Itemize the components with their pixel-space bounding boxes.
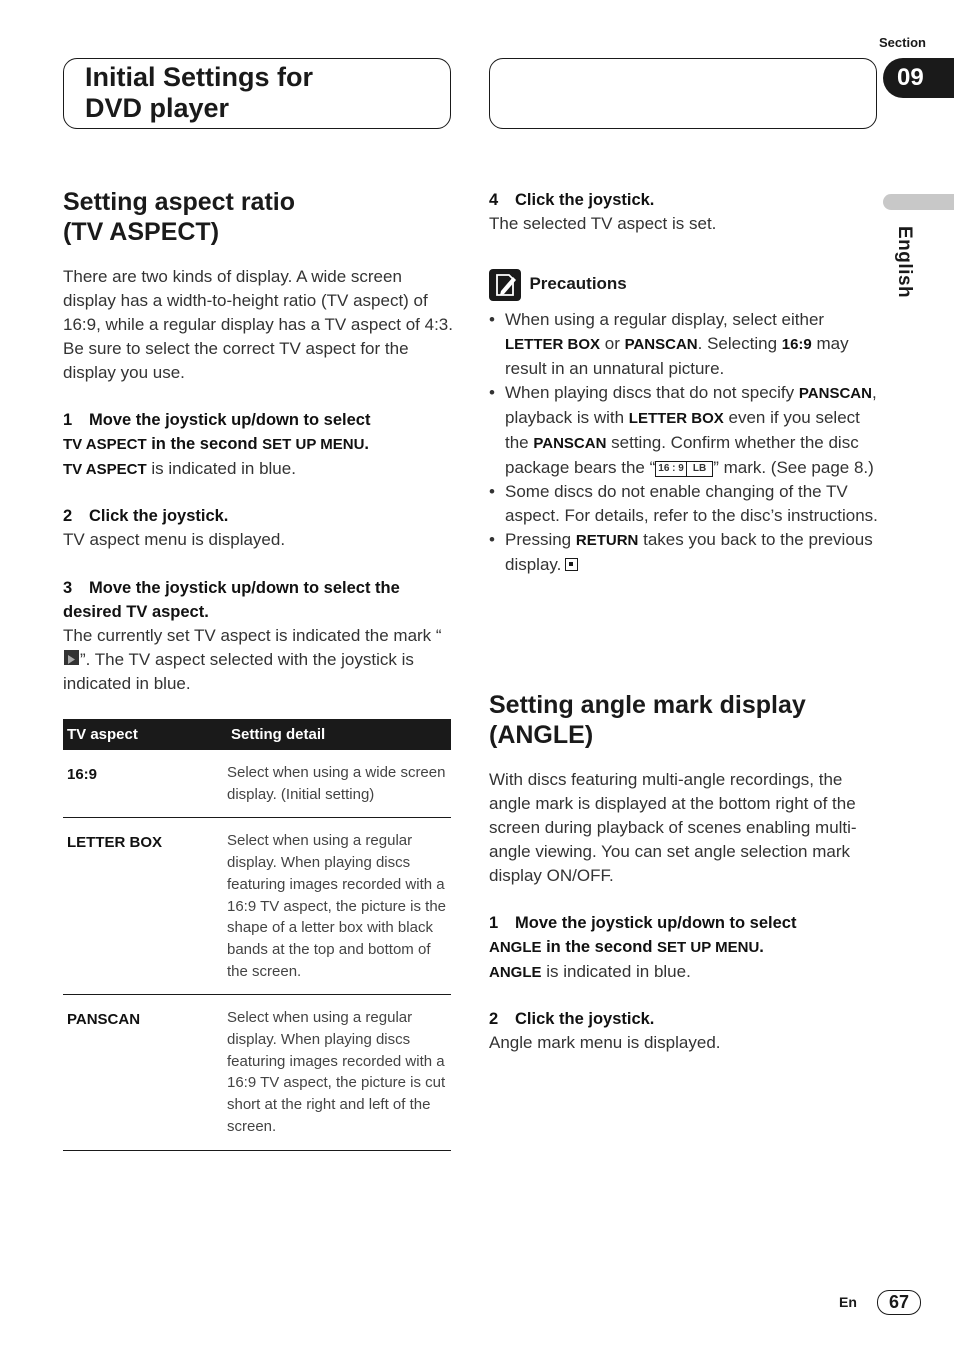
chapter-title-line2: DVD player — [85, 93, 230, 123]
step-number: 1 — [63, 411, 73, 429]
table-cell-key: 16:9 — [63, 750, 227, 818]
step-result: is indicated in blue. — [541, 962, 691, 981]
step-number: 4 — [489, 191, 499, 209]
step-text: Move the joystick up/down to select — [89, 411, 371, 429]
precautions-header — [489, 269, 879, 301]
angle-step-2 — [489, 1007, 879, 1055]
step-text: Move the joystick up/down to select — [515, 914, 797, 932]
list-item: • When using a regular display, select either LETTER BOX or PANSCAN. Selecting 16:9 may result in an unnatural picture. — [489, 308, 879, 381]
step-number: 1 — [489, 914, 499, 932]
menu-code: TV ASPECT — [63, 436, 147, 453]
page-number: 67 — [877, 1290, 921, 1315]
menu-code: ANGLE — [489, 964, 542, 981]
note-pencil-icon — [489, 269, 521, 301]
step-number: 2 — [489, 1010, 499, 1028]
step-result: The currently set TV aspect is indicated the mark “ — [63, 626, 442, 645]
step-result: is indicated in blue. — [146, 459, 296, 478]
step-text: Move the joystick up/down to select the desired TV aspect. — [63, 579, 400, 621]
table-cell-detail: Select when using a regular display. When playing discs featuring images recorded with a 16:9 TV aspect, the picture is the shape of a letter box with black bands at the top and bottom of the screen. — [227, 818, 451, 995]
table-cell-detail: Select when using a regular display. When playing discs featuring images recorded with a 16:9 TV aspect, the picture is cut short at the right and left of the screen. — [227, 995, 451, 1150]
step-text: Click the joystick. — [515, 1010, 655, 1028]
chapter-title-box — [63, 58, 451, 129]
precautions-list — [489, 308, 879, 577]
angle-heading-line1: Setting angle mark display — [489, 691, 806, 719]
table-row — [63, 995, 451, 1150]
tv-aspect-heading-line2: (TV ASPECT) — [63, 218, 220, 246]
step-text: Click the joystick. — [515, 191, 655, 209]
chapter-title — [85, 62, 313, 124]
step-4 — [489, 188, 879, 236]
footer-language: En — [839, 1294, 857, 1310]
step-1 — [63, 408, 453, 482]
table-header-setting-detail: Setting detail — [227, 719, 451, 750]
tv-aspect-heading — [63, 187, 453, 247]
step-result: TV aspect menu is displayed. — [63, 530, 286, 549]
disc-mark-lb: LB — [687, 461, 713, 477]
list-item: • Pressing RETURN takes you back to the previous display. — [489, 528, 879, 577]
step-text: in the second — [541, 938, 658, 956]
list-item: • When playing discs that do not specify PANSCAN, playback is with LETTER BOX even if you select the PANSCAN setting. Confirm whether the disc package bears the “ 16 : 9 LB ” mark. (See page 8.) — [489, 381, 879, 480]
angle-intro: With discs featuring multi-angle recordings, the angle mark is displayed at the bottom right of the screen during playback of scenes enabling multi-angle viewing. You can set angle selection mark display ON/OFF. — [489, 770, 857, 885]
angle-heading-line2: (ANGLE) — [489, 721, 594, 749]
tv-aspect-table — [63, 719, 451, 1151]
language-label: English — [894, 226, 915, 299]
menu-code: SET UP MENU — [657, 939, 760, 956]
table-cell-key: LETTER BOX — [63, 818, 227, 995]
step-text: . — [759, 938, 764, 956]
menu-code: SET UP MENU — [262, 436, 365, 453]
chapter-title-line1: Initial Settings for — [85, 62, 314, 92]
section-number-tab: 09 — [883, 58, 954, 98]
angle-step-1 — [489, 911, 879, 985]
tv-aspect-intro: There are two kinds of display. A wide screen display has a width-to-height ratio (TV aspect) of 16:9, while a regular display has a TV aspect of 4:3. Be sure to select the correct TV aspect for the display you use. — [63, 267, 453, 382]
precautions-title: Precautions — [529, 274, 627, 294]
end-mark-icon — [565, 558, 578, 571]
table-row — [63, 750, 451, 818]
disc-mark-16-9: 16 : 9 — [655, 461, 687, 477]
step-text: Click the joystick. — [89, 507, 229, 525]
step-result: The selected TV aspect is set. — [489, 214, 717, 233]
table-header-row — [63, 719, 451, 750]
step-2 — [63, 504, 453, 552]
step-text: in the second — [146, 435, 263, 453]
tv-aspect-heading-line1: Setting aspect ratio — [63, 188, 295, 216]
step-result: Angle mark menu is displayed. — [489, 1033, 721, 1052]
table-cell-key: PANSCAN — [63, 995, 227, 1150]
empty-header-box — [489, 58, 877, 129]
step-number: 2 — [63, 507, 73, 525]
step-text: . — [364, 435, 369, 453]
table-row — [63, 818, 451, 995]
table-header-tv-aspect: TV aspect — [63, 719, 227, 750]
language-tab — [883, 194, 954, 210]
step-result: ”. The TV aspect selected with the joystick is indicated in blue. — [63, 650, 414, 693]
menu-code: ANGLE — [489, 939, 542, 956]
table-cell-detail: Select when using a wide screen display. (Initial setting) — [227, 750, 451, 818]
list-item: • Some discs do not enable changing of the TV aspect. For details, refer to the disc’s instructions. — [489, 480, 879, 528]
current-setting-mark-icon — [64, 650, 79, 665]
angle-heading — [489, 690, 879, 750]
section-label: Section — [879, 35, 926, 50]
step-number: 3 — [63, 579, 73, 597]
step-3 — [63, 576, 453, 696]
menu-code: TV ASPECT — [63, 461, 147, 478]
